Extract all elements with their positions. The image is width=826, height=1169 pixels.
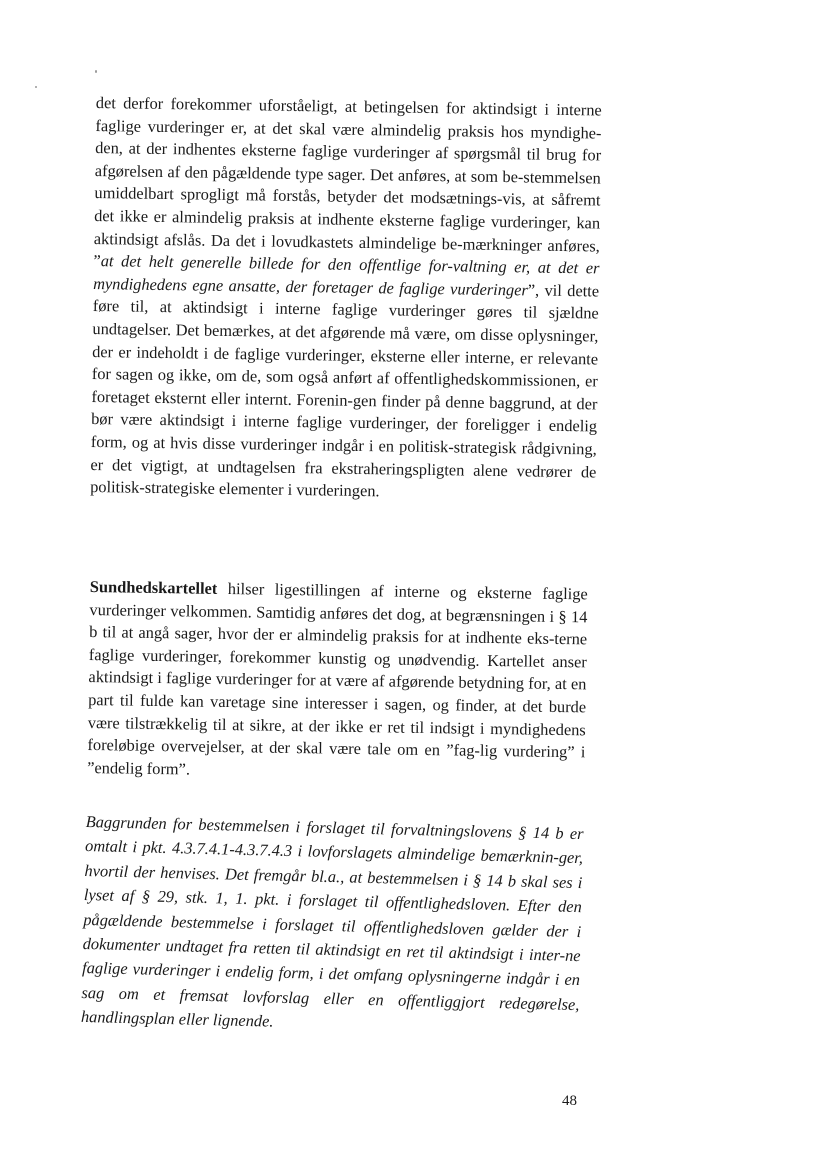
organization-name: Sundhedskartellet bbox=[89, 576, 218, 598]
paragraph-text: Baggrunden for bestemmelsen i forslaget til forvaltningslovens § 14 b er omtalt i pkt. 4.3.7.4.1-4.3.7.4.3 i lovforslagets almindelige bemærknin-ger, hvortil der henvises. Det fremgår bl.a., at bestemmelsen i § 14 b skal ses i lyset af § 29, stk. 1, 1. pkt. i forslaget til offentlighedsloven. Efter den pågældende bestemmelse i forslaget til offentlighedsloven gælder der i dokumenter undtaget fra retten til aktindsigt en ret til aktindsigt i inter-ne faglige vurderinger i endelig form, i det omfang oplysningerne indgår i en sag om et fremsat lovforslag eller en offentliggjort redegørelse, handlingsplan eller lignende. bbox=[80, 811, 584, 1031]
paragraph-ministry-comment bbox=[81, 810, 584, 1042]
paragraph-sundhedskartellet bbox=[87, 576, 588, 787]
page-number: 48 bbox=[562, 1093, 577, 1109]
quoted-text-italic: at det helt generelle billede for den offentlige for-valtning er, at det er myndighedens egne ansatte, der foretager de faglige vurderinger bbox=[93, 251, 600, 300]
scan-speck bbox=[35, 86, 37, 88]
paragraph-aktindsigt-interne-vurderinger bbox=[90, 92, 602, 506]
paragraph-text: ”, vil dette føre til, at aktindsigt i interne faglige vurderinger gøres til sjældne undtagelser. Det bemærkes, at det afgørende må være, om disse oplysninger, der er indeholdt i de faglige vurderinger, eksterne eller interne, er relevante for sagen og ikke, om de, som også anført af offentlighedskommissionen, er foretaget eksternt eller internt. Forenin-gen finder på denne baggrund, at der bør være aktindsigt i interne faglige vurderinger, der foreligger i endelig form, og at hvis disse vurderinger indgår i en politisk-strategisk rådgivning, er det vigtigt, at undtagelsen fra ekstraheringspligten alene vedrører de politisk-strategiske elementer i vurderingen. bbox=[90, 280, 600, 501]
scan-speck bbox=[95, 70, 97, 73]
paragraph-text: hilser ligestillingen af interne og eksterne faglige vurderinger velkommen. Samtidig anføres det dog, at begrænsningen i § 14 b til at angå sager, hvor der er almindelig praksis for at indhente eks-terne faglige vurderinger, forekommer kunstig og unødvendig. Kartellet anser aktindsigt i faglige vurderinger for at være af afgørende betydning for, at en part til fulde kan varetage sine interesser i sagen, og finder, at det burde være tilstrækkelig til at sikre, at der ikke er ret til indsigt i myndighedens foreløbige overvejelser, at der skal være tale om en ”fag-lig vurdering” i ”endelig form”. bbox=[87, 578, 588, 779]
paragraph-text: det derfor forekommer uforståeligt, at betingelsen for aktindsigt i interne faglige vurderinger er, at det skal være almindelig praksis hos myndighe-den, at der indhentes eksterne faglige vurderinger af spørgsmål til brug for afgørelsen af den pågældende type sager. Det anføres, at som be-stemmelsen umiddelbart sprogligt må forstås, betyder det modsætnings-vis, at såfremt det ikke er almindelig praksis at indhente eksterne faglige vurderinger, kan aktindsigt afslås. Da det i lovudkastets almindelige be-mærkninger anføres, ” bbox=[93, 92, 602, 271]
